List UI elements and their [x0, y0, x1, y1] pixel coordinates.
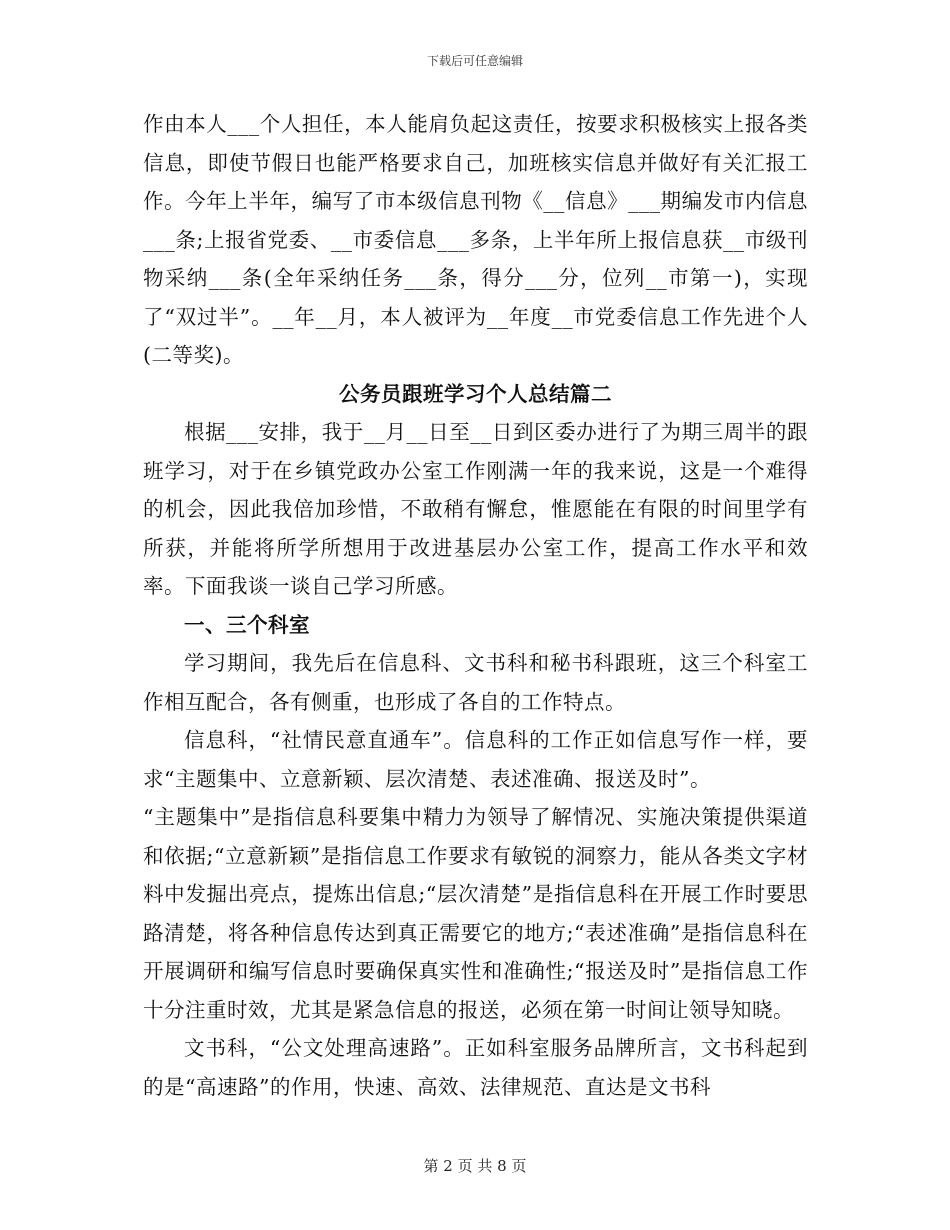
page-header: 下载后可任意编辑	[426, 54, 523, 68]
paragraph-continuation: 作由本人___个人担任，本人能肩负起这责任，按要求积极核实上报各类信息，即使节假日也能严格要求自己，加班核实信息并做好有关汇报工作。今年上半年，编写了市本级信息刊物《__信息》___期编发市内信息___条;上报省党委、__市委信息___多条，上半年所上报信息获__市级刊物采纳___条(全年采纳任务___条，得分___分，位列__市第一)，实现了“双过半”。__年__月，本人被评为__年度__市党委信息工作先进个人(二等奖)。	[143, 112, 808, 367]
section-heading: 一、三个科室	[184, 612, 310, 637]
paragraph-info-dept: 信息科，“社情民意直通车”。信息科的工作正如信息写作一样，要求“主题集中、立意新颖、层次清楚、表述准确、报送及时”。	[143, 728, 808, 791]
paragraph-study-period: 学习期间，我先后在信息科、文书科和秘书科跟班，这三个科室工作相互配合，各有侧重，也形成了各自的工作特点。	[143, 651, 808, 714]
paragraph-intro: 根据___安排，我于__月__日至__日到区委办进行了为期三周半的跟班学习，对于在乡镇党政办公室工作刚满一年的我来说，这是一个难得的机会，因此我倍加珍惜，不敢稍有懈怠，惟愿能在有限的时间里学有所获，并能将所学所想用于改进基层办公室工作，提高工作水平和效率。下面我谈一谈自己学习所感。	[143, 420, 808, 598]
paragraph-info-dept-detail: “主题集中”是指信息科要集中精力为领导了解情况、实施决策提供渠道和依据;“立意新颖”是指信息工作要求有敏锐的洞察力，能从各类文字材料中发掘出亮点，提炼出信息;“层次清楚”是指信息科在开展工作时要思路清楚，将各种信息传达到真正需要它的地方;“表述准确”是指信息科在开展调研和编写信息时要确保真实性和准确性;“报送及时”是指信息工作十分注重时效，尤其是紧急信息的报送，必须在第一时间让领导知晓。	[143, 805, 808, 1022]
document-body	[143, 105, 808, 1106]
page-footer: 第 2 页 共 8 页	[423, 1157, 527, 1175]
section-title: 公务员跟班学习个人总结篇二	[339, 381, 612, 406]
paragraph-document-dept: 文书科，“公文处理高速路”。正如科室服务品牌所言，文书科起到的是“高速路”的作用，快速、高效、法律规范、直达是文书科	[143, 1036, 808, 1099]
